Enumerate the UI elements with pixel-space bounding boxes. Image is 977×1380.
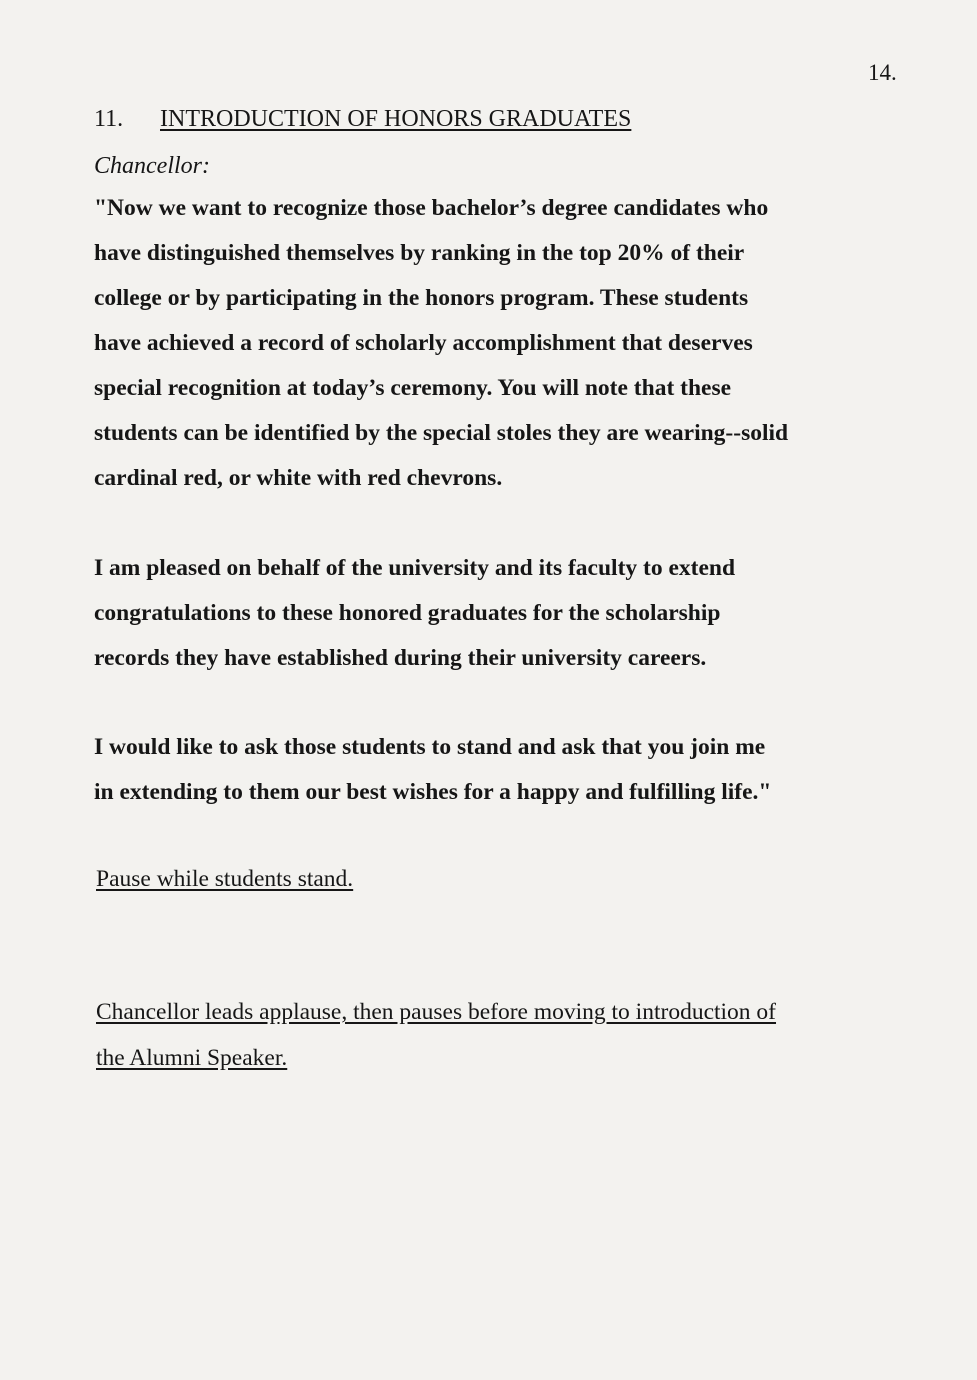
speech-line: special recognition at today’s ceremony. You will note that these bbox=[94, 375, 732, 401]
section-title: INTRODUCTION OF HONORS GRADUATES bbox=[160, 106, 632, 132]
speech-line: in extending to them our best wishes for a happy and fulfilling life." bbox=[94, 779, 772, 805]
speech-paragraph-2 bbox=[94, 546, 904, 681]
speech-paragraph-1 bbox=[94, 186, 904, 501]
speech-line: "Now we want to recognize those bachelor’s degree candidates who bbox=[94, 195, 769, 221]
speech-line: records they have established during their university careers. bbox=[94, 645, 707, 671]
speech-line: have distinguished themselves by ranking in the top 20% of their bbox=[94, 240, 745, 266]
speech-line: students can be identified by the special stoles they are wearing--solid bbox=[94, 420, 789, 446]
speech-line: I would like to ask those students to stand and ask that you join me bbox=[94, 734, 766, 760]
speech-line: congratulations to these honored graduates for the scholarship bbox=[94, 600, 721, 626]
section-heading bbox=[94, 106, 631, 133]
stage-direction-pause: Pause while students stand. bbox=[96, 866, 354, 892]
section-number: 11. bbox=[94, 106, 124, 132]
speech-line: I am pleased on behalf of the university and its faculty to extend bbox=[94, 555, 736, 581]
stage-direction-applause: Chancellor leads applause, then pauses before moving to introduction of bbox=[96, 999, 777, 1025]
speech-line: cardinal red, or white with red chevrons. bbox=[94, 465, 503, 491]
speech-line: have achieved a record of scholarly accomplishment that deserves bbox=[94, 330, 753, 356]
speaker-label: Chancellor: bbox=[94, 153, 210, 179]
speech-paragraph-3 bbox=[94, 725, 904, 815]
stage-direction-applause-continued: the Alumni Speaker. bbox=[96, 1045, 288, 1071]
page-number: 14. bbox=[868, 60, 897, 85]
speech-line: college or by participating in the honors program. These students bbox=[94, 285, 749, 311]
